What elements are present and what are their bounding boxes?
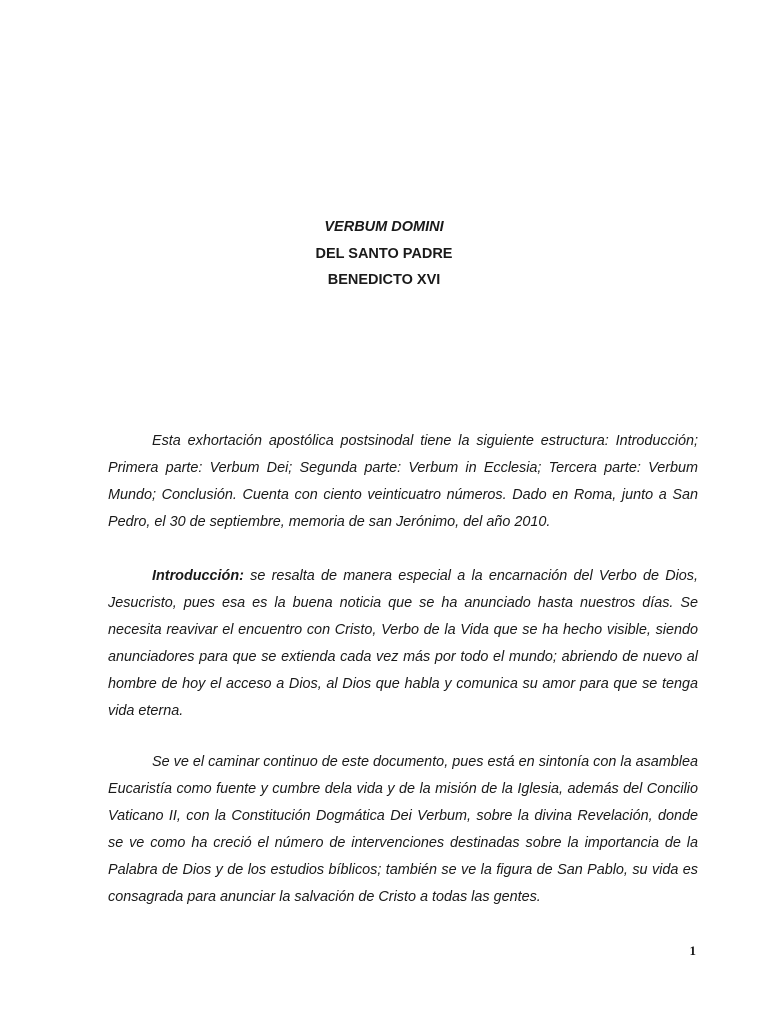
paragraph-introduccion (108, 563, 698, 725)
paragraph-text: Se ve el caminar continuo de este documento, pues está en sintonía con la asamblea Eucaristía como fuente y cumbre dela vida y de la misión de la Iglesia, además del Concilio Vaticano II, con la Constitución Dogmática Dei Verbum, sobre la divina Revelación, donde se ve como ha creció el número de intervenciones destinadas sobre la importancia de la Palabra de Dios y de los estudios bíblicos; también se ve la figura de San Pablo, su vida es consagrada para anunciar la salvación de Cristo a todas las gentes. (108, 754, 698, 905)
document-subtitle-line-1: DEL SANTO PADRE (315, 245, 453, 262)
paragraph-lead: Introducción: (152, 568, 244, 584)
paragraph-caminar (108, 749, 698, 911)
document-title: VERBUM DOMINI (324, 219, 444, 235)
paragraph-structure (108, 428, 698, 536)
document-subtitle-line-2: BENEDICTO XVI (327, 272, 441, 288)
paragraph-text: Esta exhortación apostólica postsinodal tiene la siguiente estructura: Introducción; Primera parte: Verbum Dei; Segunda parte: Verbum in Ecclesia; Tercera parte: Verbum Mundo; Conclusión. Cuenta con ciento veinticuatro números. Dado en Roma, junto a San Pedro, el 30 de septiembre, memoria de san Jerónimo, del año 2010. (108, 433, 698, 530)
title-block (0, 214, 768, 294)
page-number: 1 (689, 943, 696, 958)
paragraph-text: se resalta de manera especial a la encarnación del Verbo de Dios, Jesucristo, pues esa es la buena noticia que se ha anunciado hasta nuestros días. Se necesita reavivar el encuentro con Cristo, Verbo de la Vida que se ha hecho visible, siendo anunciadores para que se extienda cada vez más por todo el mundo; abriendo de nuevo al hombre de hoy el acceso a Dios, al Dios que habla y comunica su amor para que se tenga vida eterna. (108, 568, 698, 719)
